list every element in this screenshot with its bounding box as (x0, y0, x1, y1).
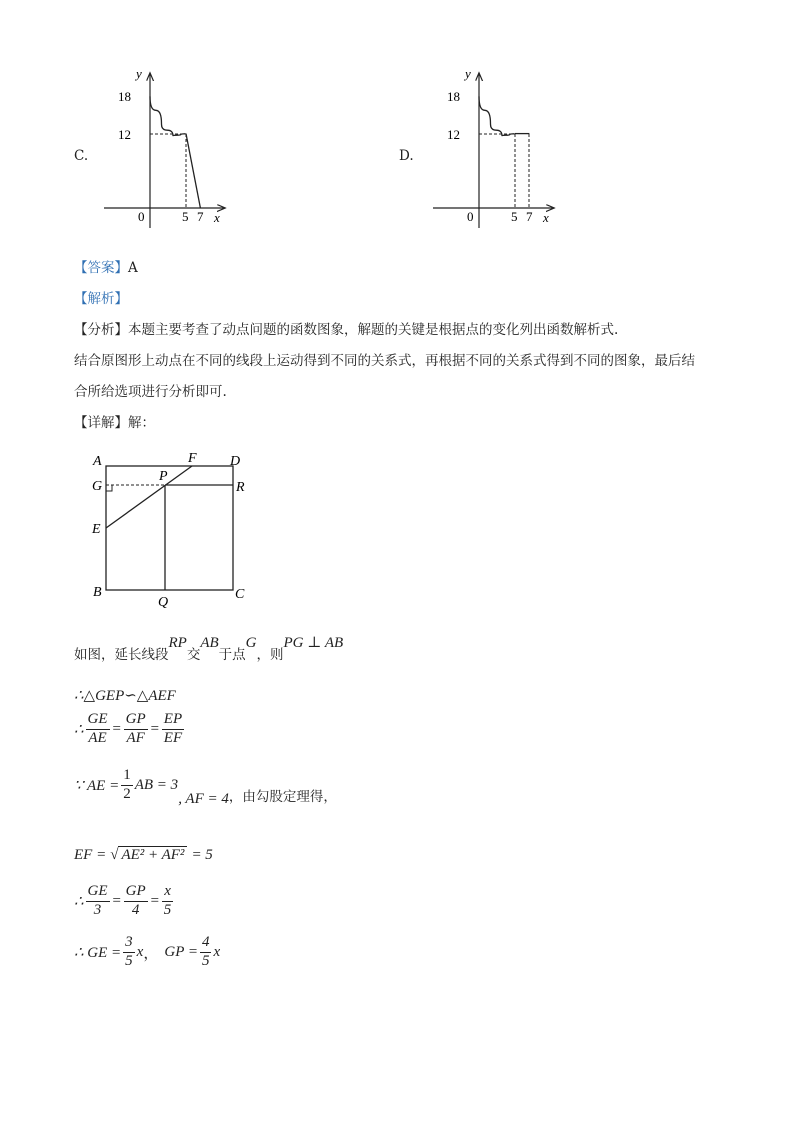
x-tick-7: 7 (526, 209, 533, 224)
label-e: E (92, 522, 101, 537)
fenxi-text-1: 本题主要考查了动点问题的函数图象，解题的关键是根据点的变化列出函数解析式. (128, 322, 619, 338)
segment-ef (106, 466, 192, 528)
step-5-hypotenuse: EF = √ AE² + AF² = 5 (74, 846, 213, 863)
answer-tag: 【答案】 (74, 260, 128, 276)
right-angle-mark (106, 485, 112, 491)
x-axis-label: x (214, 210, 220, 225)
detail-tag: 【详解】 (74, 415, 128, 431)
option-c-label: C. (74, 148, 89, 164)
label-a: A (93, 454, 102, 469)
label-p: P (159, 469, 168, 484)
function-curve (150, 96, 186, 136)
origin-label: 0 (138, 209, 145, 224)
function-curve (479, 96, 515, 136)
step-7-result: ∴ GE = $\frac{3}{5}$ x ， GP = $\frac{4}{5}$ x (74, 934, 221, 969)
y-axis-label: y (136, 66, 142, 81)
step-6-proportion-values: ∴ $\frac{GE}{3}$ = $\frac{GP}{4}$ = $\frac{x}{5}$ (74, 883, 172, 918)
option-d-label: D. (399, 148, 414, 164)
answer-line (74, 262, 138, 276)
step-2-similar: ∴△GEP∽△AEF (74, 688, 176, 704)
graph-option-c (100, 60, 230, 232)
detail-line (74, 417, 155, 431)
y-axis-label: y (465, 66, 471, 81)
label-f: F (188, 451, 197, 466)
answer-value: A (128, 260, 138, 276)
fenxi-line-3: 合所给选项进行分析即可. (74, 384, 227, 400)
step-3-proportion: ∴ $\frac{GE}{AE}$ = $\frac{GP}{AF}$ = $\frac{EP}{EF}$ (74, 711, 183, 746)
origin-label: 0 (467, 209, 474, 224)
analysis-heading (74, 293, 128, 307)
label-r: R (236, 480, 245, 495)
x-tick-5: 5 (511, 209, 518, 224)
function-segment (186, 134, 200, 208)
label-b: B (93, 585, 102, 600)
geometry-figure (88, 448, 258, 610)
graph-option-d (429, 60, 559, 232)
label-g: G (92, 479, 103, 494)
fenxi-line-1 (74, 324, 618, 338)
label-d: D (230, 454, 241, 469)
x-tick-7: 7 (197, 209, 204, 224)
x-tick-5: 5 (182, 209, 189, 224)
fenxi-line-2: 结合原图形上动点在不同的线段上运动得到不同的关系式，再根据不同的关系式得到不同的图象，最后结 (74, 353, 695, 369)
y-tick-12: 12 (118, 127, 131, 142)
y-tick-18: 18 (118, 89, 131, 104)
detail-text: 解： (128, 415, 155, 431)
fenxi-tag: 【分析】 (74, 322, 128, 338)
y-tick-12: 12 (447, 127, 460, 142)
step-1: 如图，延长线段RP交AB于点G，则PG ⊥ AB (74, 635, 344, 663)
y-tick-18: 18 (447, 89, 460, 104)
x-axis-label: x (543, 210, 549, 225)
analysis-tag: 【解析】 (74, 291, 128, 307)
label-c: C (235, 587, 245, 602)
step-4-lengths: ∵ AE = $\frac{1}{2}$ AB = 3 , AF = 4 ，由勾股定理得， (74, 767, 337, 807)
label-q: Q (158, 595, 169, 610)
